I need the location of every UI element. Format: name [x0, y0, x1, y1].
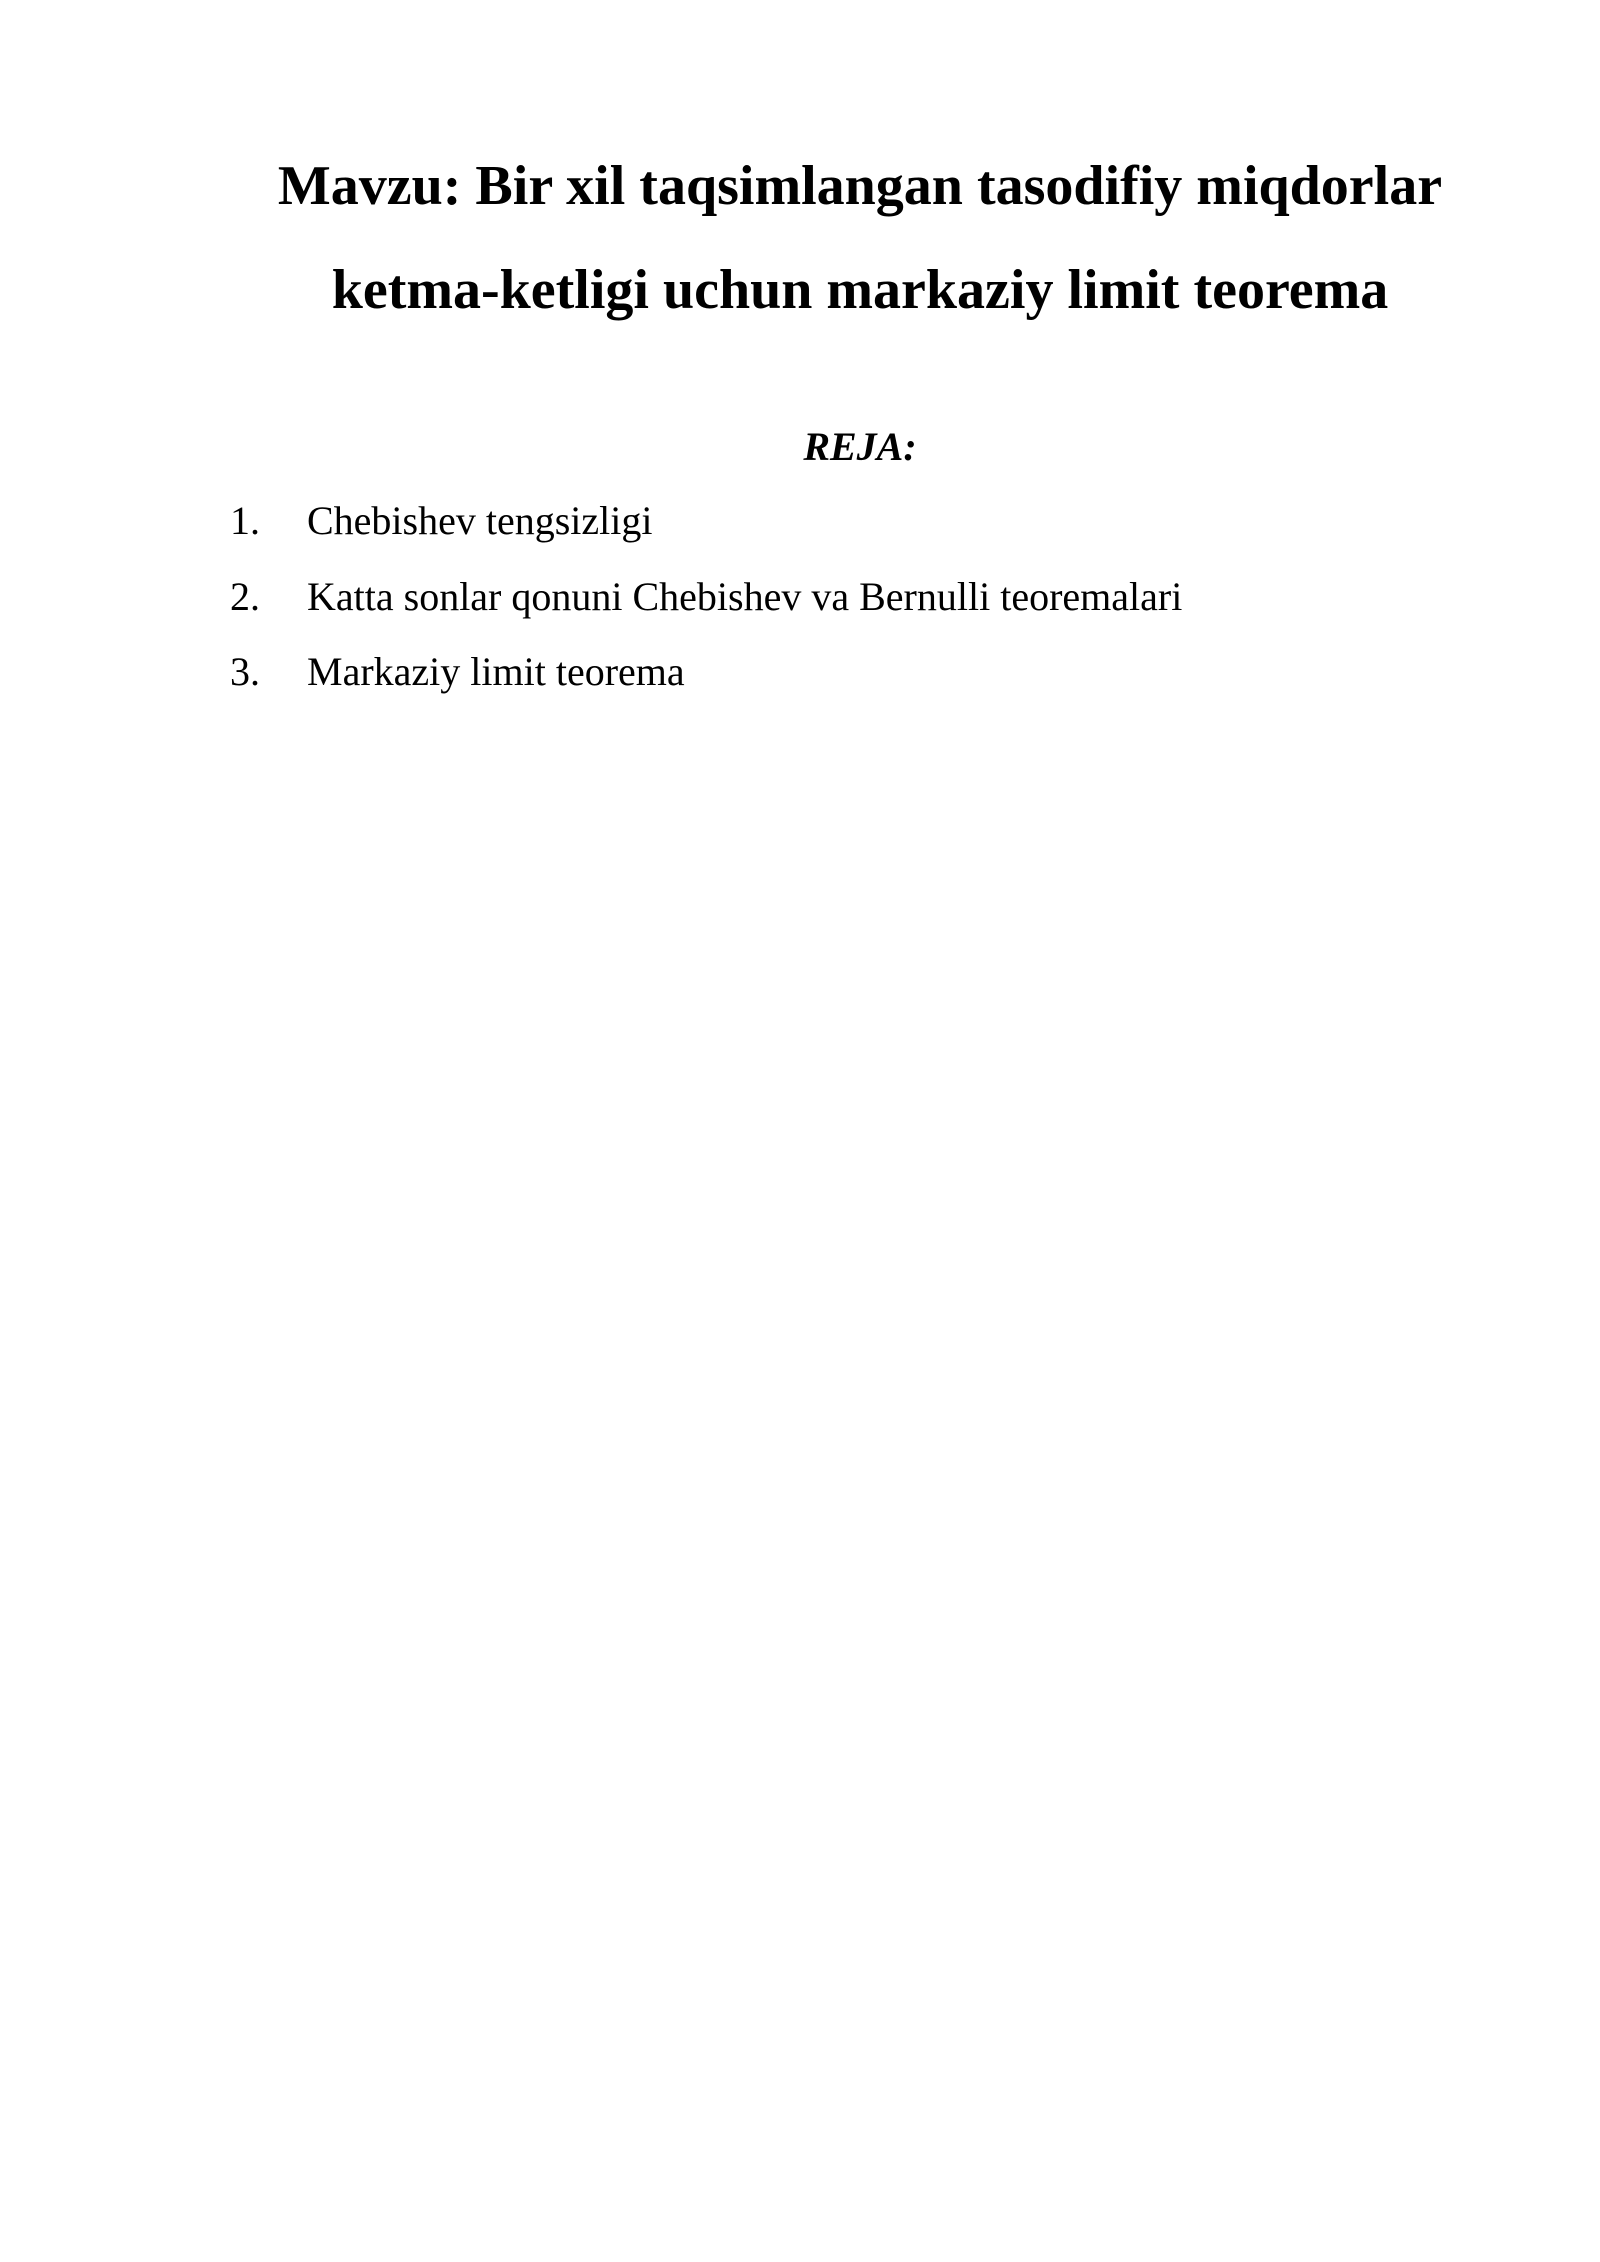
plan-item-number: 2. — [230, 574, 260, 619]
plan-item-text: Markaziy limit teorema — [307, 649, 685, 694]
plan-item-text: Katta sonlar qonuni Chebishev va Bernulli teoremalari — [307, 574, 1183, 619]
plan-item-text: Chebishev tengsizligi — [307, 498, 653, 543]
plan-item-number: 3. — [230, 649, 260, 694]
plan-item-number: 1. — [230, 498, 260, 543]
page-title-line-1: Mavzu: Bir xil taqsimlangan tasodifiy miqdorlar — [277, 155, 1443, 217]
page-title-line-2: ketma-ketligi uchun markaziy limit teorema — [331, 259, 1389, 321]
plan-heading: REJA: — [803, 424, 917, 469]
